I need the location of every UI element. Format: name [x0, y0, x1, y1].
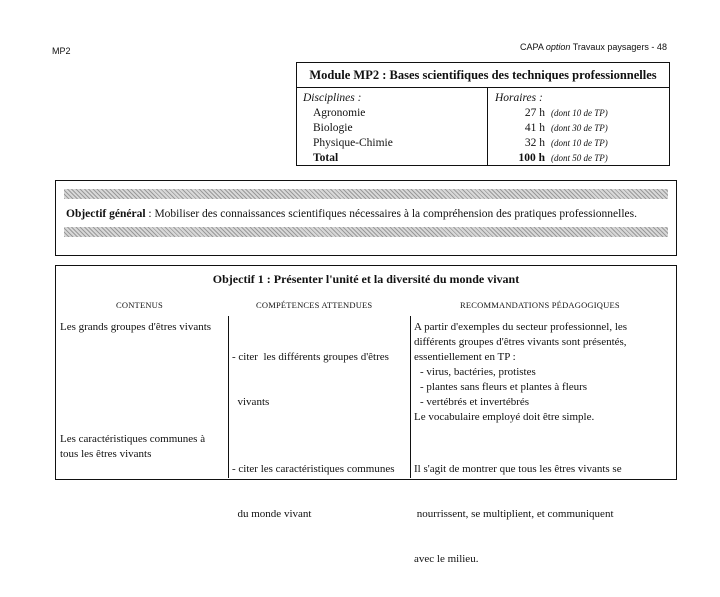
objectif1-title: Objectif 1 : Présenter l'unité et la diversité du monde vivant: [212, 272, 520, 286]
objectif-general-text: [66, 208, 637, 220]
objectif-general-label: Objectif général: [66, 208, 146, 220]
hours-total: 100 h: [518, 152, 545, 164]
module-title: Module MP2 : Bases scientifiques des techniques professionnelles: [297, 63, 669, 88]
text-line: Les grands groupes d'êtres vivants: [60, 321, 212, 333]
row2-competence: [232, 432, 408, 552]
tp-total: (dont 50 de TP): [551, 153, 608, 163]
text-line: tous les êtres vivants: [60, 448, 152, 460]
disciplines-column: [303, 91, 483, 166]
module-box: [296, 62, 670, 166]
column-divider: [228, 316, 229, 478]
objectif-general-box: [55, 180, 677, 256]
objectif-general-body: : Mobiliser des connaissances scientifiques nécessaires à la compréhension des pratiques professionnelles.: [145, 208, 638, 220]
row2-contenu: [60, 432, 228, 462]
text-line: différents groupes d'êtres vivants sont présentés,: [414, 336, 627, 348]
discipline-name: Agronomie: [313, 107, 366, 119]
row1-contenu: [60, 320, 228, 335]
horaires-column: [495, 91, 665, 166]
list-item: - virus, bactéries, protistes: [420, 366, 536, 378]
page-header-left: MP2: [52, 46, 71, 56]
text-line: vivants: [232, 396, 270, 408]
tp-value: (dont 10 de TP): [551, 138, 608, 148]
row1-recommandation: [414, 320, 676, 425]
discipline-name: Biologie: [313, 122, 353, 134]
text-line: nourrissent, se multiplient, et communiquent: [414, 508, 614, 520]
disciplines-label: Disciplines :: [303, 92, 362, 104]
horaires-label: Horaires :: [495, 92, 543, 104]
objectif1-box: [55, 265, 677, 565]
list-item: - plantes sans fleurs et plantes à fleurs: [420, 381, 588, 393]
text-line: du monde vivant: [232, 508, 312, 520]
tp-value: (dont 10 de TP): [551, 108, 608, 118]
hours-total-row: [495, 151, 665, 166]
column-header-competences: COMPÉTENCES ATTENDUES: [256, 300, 373, 310]
hours-row: [495, 136, 665, 151]
text-line: Le vocabulaire employé doit être simple.: [414, 411, 595, 423]
header-course: CAPA: [520, 42, 544, 52]
header-page: Travaux paysagers - 48: [572, 42, 667, 52]
discipline-total: Total: [313, 152, 339, 164]
row2-recommandation: [414, 432, 676, 597]
column-header-contenus: CONTENUS: [116, 300, 163, 310]
text-line: Il s'agit de montrer que tous les êtres vivants se: [414, 463, 622, 475]
text-line: A partir d'exemples du secteur professionnel, les: [414, 321, 628, 333]
text-line: avec le milieu.: [414, 553, 479, 565]
hours-value: 32 h: [524, 137, 545, 149]
page-header-right: [520, 42, 667, 52]
hatch-band: [64, 189, 668, 199]
header-option: option: [545, 42, 571, 52]
discipline-name: Physique-Chimie: [313, 137, 393, 149]
list-item: - vertébrés et invertébrés: [420, 396, 530, 408]
tp-value: (dont 30 de TP): [551, 123, 608, 133]
hours-row: [495, 106, 665, 121]
column-header-recommandations: RECOMMANDATIONS PÉDAGOGIQUES: [460, 300, 620, 310]
hours-value: 41 h: [524, 122, 545, 134]
row1-competence: [232, 320, 408, 440]
column-divider: [410, 316, 411, 478]
hours-value: 27 h: [524, 107, 545, 119]
hatch-band: [64, 227, 668, 237]
hours-row: [495, 121, 665, 136]
text-line: - citer les différents groupes d'êtres: [232, 351, 389, 363]
text-line: - citer les caractéristiques communes: [232, 463, 395, 475]
module-divider: [487, 88, 488, 165]
text-line: Les caractéristiques communes à: [60, 433, 206, 445]
text-line: essentiellement en TP :: [414, 351, 516, 363]
